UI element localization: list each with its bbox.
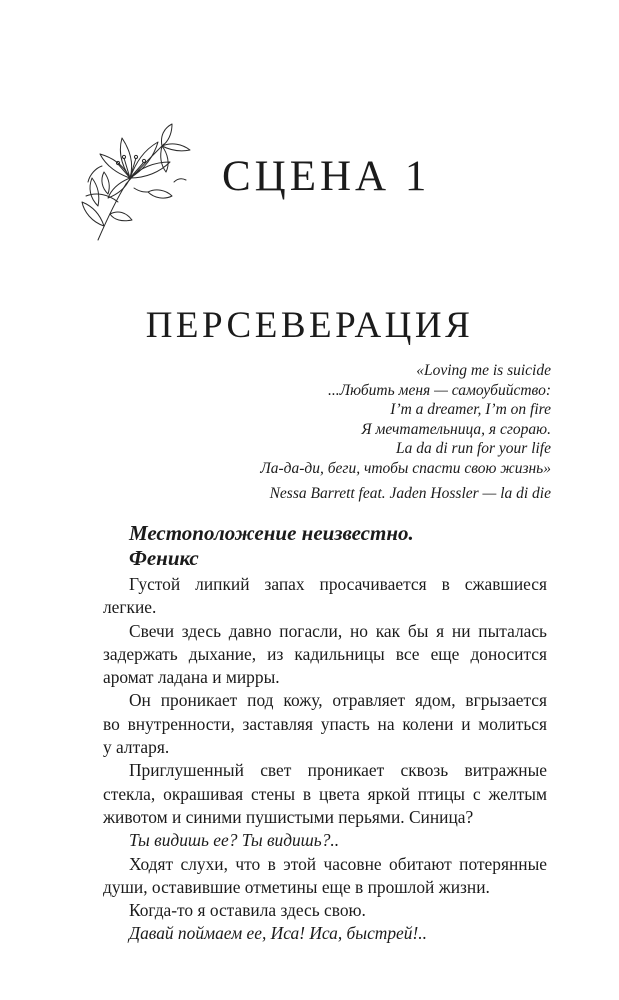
text-line: Густой липкий запах просачивается в сжавшиеся легкие. xyxy=(103,574,547,618)
paragraph xyxy=(103,759,547,829)
epigraph-line: I’m a dreamer, I’m on fire xyxy=(390,401,551,418)
text-line: задержать дыхание, из кадильницы все еще доносится xyxy=(103,643,547,664)
text-line: Давай поймаем ее, Иса! Иса, быстрей!.. xyxy=(129,923,427,944)
text-line: аромат ладана и мирры. xyxy=(103,667,280,688)
epigraph-credit: Nessa Barrett feat. Jaden Hossler — la di die xyxy=(269,485,551,502)
epigraph-line: La da di run for your life xyxy=(395,440,551,457)
body-text xyxy=(103,573,547,946)
location-line: Феникс xyxy=(129,546,199,570)
italic-paragraph xyxy=(103,829,547,852)
text-line: Ходят слухи, что в этой часовне обитают потерянные xyxy=(129,853,547,874)
location-heading xyxy=(129,521,569,571)
text-line: души, оставившие отметины еще в прошлой жизни. xyxy=(103,876,490,897)
text-line: Когда-то я оставила здесь свою. xyxy=(129,900,366,921)
epigraph-line: ...Любить меня — самоубийство: xyxy=(328,381,551,399)
location-line: Местоположение неизвестно. xyxy=(129,521,414,545)
chapter-title: ПЕРСЕВЕРАЦИЯ xyxy=(145,305,474,346)
text-line: Ты видишь ее? Ты видишь?.. xyxy=(129,830,340,851)
text-line: животом и синими пушистыми перьями. Синица? xyxy=(103,806,474,827)
text-line: у алтаря. xyxy=(103,737,170,758)
epigraph-line: Я мечтательница, я сгораю. xyxy=(361,420,551,438)
paragraph xyxy=(103,853,547,900)
text-line: Свечи здесь давно погасли, но как бы я ни пыталась xyxy=(129,620,547,641)
epigraph-line: Ла-да-ди, беги, чтобы спасти свою жизнь» xyxy=(260,459,551,477)
text-line: стекла, окрашивая стены в цвета яркой птицы с желтым xyxy=(103,783,547,804)
text-line: во внутренности, заставляя упасть на колени и молиться xyxy=(103,713,547,734)
scene-title: СЦЕНА 1 xyxy=(222,153,431,200)
paragraph xyxy=(103,620,547,690)
italic-paragraph xyxy=(103,922,547,945)
epigraph xyxy=(81,361,551,504)
text-line: Приглушенный свет проникает сквозь витражные xyxy=(129,760,547,781)
epigraph-line: «Loving me is suicide xyxy=(416,362,551,379)
paragraph xyxy=(103,899,547,922)
lily-flower-icon xyxy=(78,122,196,244)
paragraph xyxy=(103,689,547,759)
text-line: Он проникает под кожу, отравляет ядом, вгрызается xyxy=(129,690,547,711)
paragraph xyxy=(103,573,547,620)
